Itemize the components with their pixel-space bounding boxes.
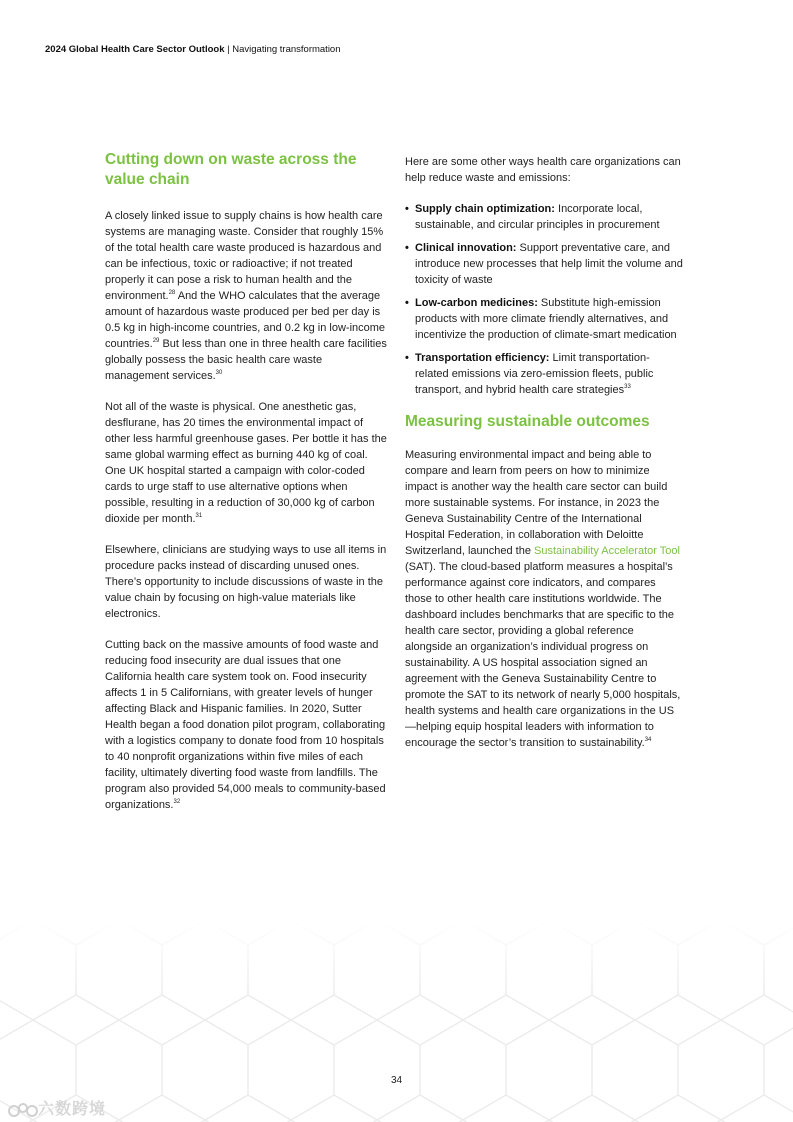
- report-title: 2024 Global Health Care Sector Outlook: [45, 44, 225, 55]
- list-item: • Supply chain optimization: Incorporate local, sustainable, and circular principles in procurement: [405, 201, 683, 233]
- page-header: [45, 44, 341, 55]
- list-item: • Transportation efficiency: Limit transportation-related emissions via zero-emission fleets, public transport, and hybrid health care strategies$^{33}$: [405, 350, 683, 398]
- hexagon-pattern-background: [0, 920, 793, 1122]
- section-heading-waste: Cutting down on waste across the value chain: [105, 151, 357, 188]
- footnote-ref[interactable]: 32: [173, 799, 181, 805]
- footnote-ref[interactable]: 28: [168, 290, 176, 296]
- watermark-text: 六数跨境: [38, 1101, 107, 1118]
- watermark-icon: [8, 1102, 38, 1118]
- list-item: • Clinical innovation: Support preventative care, and introduce new processes that help limit the volume and toxicity of waste: [405, 240, 683, 288]
- paragraph-waste-intro: A closely linked issue to supply chains is how health care systems are managing waste. Consider that roughly 15% of the total health care waste produced is hazardous and can be infectious, toxic or radioactive; if not treated properly it can pose a risk to human health and the environment.$^{28}$ And the WHO calculates that the average amount of hazardous waste produced per bed per day is 0.5 kg in high-income countries, and 0.2 kg in low-income countries.$^{29}$ But less than one in three health care facilities globally possess the basic health care waste management services.$^{30}$: [105, 210, 387, 382]
- watermark-logo: [8, 1096, 108, 1118]
- left-column: [105, 150, 387, 828]
- page-number: 34: [390, 1075, 403, 1086]
- report-subtitle: Navigating transformation: [232, 44, 341, 55]
- right-column: [405, 154, 683, 766]
- header-separator: |: [224, 44, 233, 55]
- footnote-ref[interactable]: 31: [195, 513, 203, 519]
- ways-list: [405, 201, 683, 398]
- footnote-ref[interactable]: 33: [624, 384, 631, 390]
- paragraph-food-waste: Cutting back on the massive amounts of food waste and reducing food insecurity are dual issues that one California health care system took on. Food insecurity affects 1 in 5 Californians, with greater levels of hunger affecting Black and Hispanic families. In 2020, Sutter Health began a food donation pilot program, collaborating with a logistics company to donate food from 10 hospitals to 40 nonprofit organizations within five miles of each facility, ultimately diverting food waste from landfills. The program also provided 54,000 meals to community-based organizations.$^{32}$: [105, 639, 386, 811]
- paragraph-anesthetic-gas: Not all of the waste is physical. One anesthetic gas, desflurane, has 20 times the environmental impact of other less harmful greenhouse gases. Per bottle it has the same global warming effect as burning 440 kg of coal. One UK hospital started a campaign with color-coded cards to urge staff to use alternative options when possible, resulting in a reduction of 30,000 kg of carbon dioxide per month.$^{31}$: [105, 401, 387, 525]
- section-heading-measuring: Measuring sustainable outcomes: [405, 413, 650, 430]
- paragraph-measuring: Measuring environmental impact and being able to compare and learn from peers on how to minimize impact is another way the health care sector can build more sustainable systems. For instance, in 2023 the Geneva Sustainability Centre of the International Hospital Federation, in collaboration with Deloitte Switzerland, launched the Sustainability Accelerator Tool (SAT). The cloud-based platform measures a hospital’s performance against core indicators, and compares those to other health care institutions worldwide. The dashboard includes benchmarks that are specific to the health care sector, providing a global reference alongside an organization’s individual progress on sustainability. A US hospital association signed an agreement with the Geneva Sustainability Centre to promote the SAT to its network of nearly 5,000 hospitals, health systems and health care organizations in the US—helping equip hospital leaders with information to encourage the sector’s transition to sustainability.$^{34}$: [405, 449, 681, 749]
- footnote-ref[interactable]: 30: [215, 370, 223, 376]
- paragraph-other-ways: Here are some other ways health care organizations can help reduce waste and emissions:: [405, 156, 681, 184]
- paragraph-procedure-packs: Elsewhere, clinicians are studying ways to use all items in procedure packs instead of discarding unused ones. There’s opportunity to include discussions of waste in the value chain by focusing on high-value materials like electronics.: [105, 544, 387, 620]
- sat-link[interactable]: Sustainability Accelerator Tool: [534, 545, 680, 557]
- footnote-ref[interactable]: 29: [152, 338, 160, 344]
- list-item: • Low-carbon medicines: Substitute high-emission products with more climate friendly alternatives, and incentivize the production of climate-smart medication: [405, 295, 683, 343]
- footnote-ref[interactable]: 34: [644, 737, 652, 743]
